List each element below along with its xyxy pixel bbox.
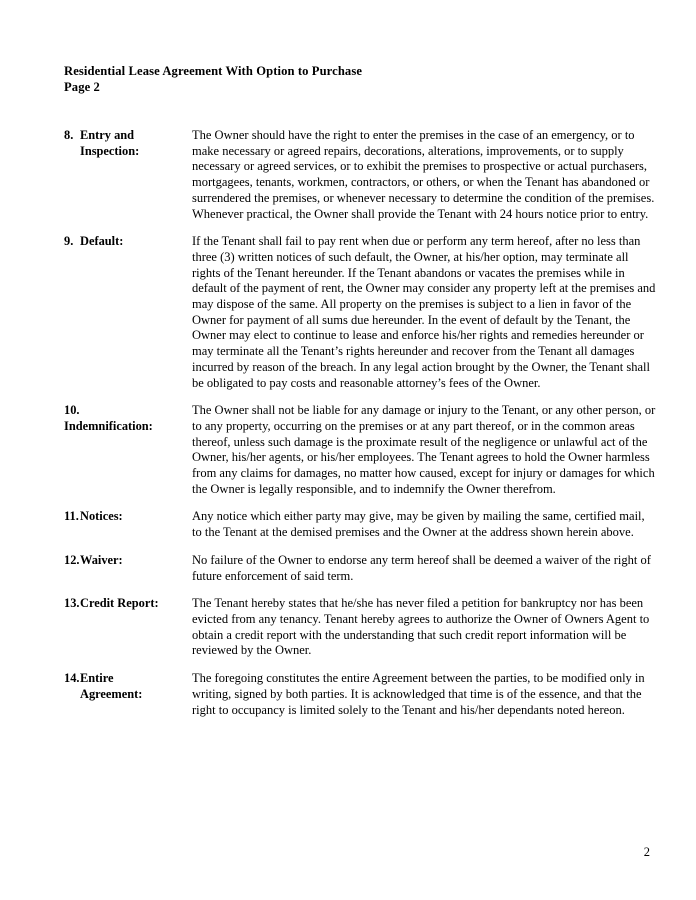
clause-label-line2: Agreement: bbox=[80, 686, 143, 701]
clause-number: 11. bbox=[64, 509, 79, 524]
clause-body bbox=[192, 509, 656, 540]
clause-label bbox=[64, 234, 192, 250]
clause-label-line1: Waiver: bbox=[80, 552, 123, 567]
clause-label-line1: Entry and bbox=[80, 128, 135, 142]
clause-label bbox=[64, 553, 192, 569]
clause-label-line1: Entire bbox=[80, 671, 114, 686]
document-page-label: Page 2 bbox=[64, 79, 100, 94]
clause-paragraph: The Owner shall not be liable for any damage or injury to the Tenant, or any other person, or to any property, occurring on the premises or at any part thereof, or in the common areas thereof, unless such damage is the proximate result of the negligence or unlawful act of the Owner, his/her agents, or his/her employees. The Tenant agrees to hold the Owner harmless from any claims for damages, no matter how caused, except for injury or damages for which the Owner is legally responsible, and to indemnify the Owner therefrom. bbox=[192, 403, 656, 496]
clause-paragraph: No failure of the Owner to endorse any term hereof shall be deemed a waiver of the right of future enforcement of said term. bbox=[192, 552, 651, 583]
clause-section bbox=[64, 553, 656, 584]
clause-label-line1: Default: bbox=[80, 234, 124, 249]
clause-label bbox=[64, 596, 192, 612]
clause-label bbox=[64, 128, 192, 159]
clause-body bbox=[192, 234, 656, 391]
clause-label-line2: Inspection: bbox=[80, 143, 140, 158]
clause-label bbox=[64, 403, 192, 434]
clause-section bbox=[64, 596, 656, 659]
clause-number: 13. bbox=[64, 596, 80, 611]
clause-body bbox=[192, 403, 656, 497]
clause-paragraph: The foregoing constitutes the entire Agreement between the parties, to be modified only in writing, signed by both parties. It is acknowledged that time is of the essence, and that the right to occupancy is limited solely to the Tenant and his/her dependants noted hereon. bbox=[192, 671, 645, 717]
clause-number: 12. bbox=[64, 552, 80, 567]
clause-label bbox=[64, 671, 192, 702]
clause-section bbox=[64, 509, 656, 540]
document-header bbox=[64, 64, 362, 95]
clause-body bbox=[192, 553, 656, 584]
clause-label-line1: Notices: bbox=[80, 509, 123, 524]
clause-paragraph: The Tenant hereby states that he/she has never filed a petition for bankruptcy nor has been evicted from any tenancy. Tenant hereby agrees to authorize the Owner of Owners Agent to obtain a credit report with the understanding that such credit report information will be reviewed by the Owner. bbox=[192, 596, 650, 658]
clause-number: 8. bbox=[64, 128, 74, 142]
clause-section bbox=[64, 403, 656, 497]
clause-number: 10. bbox=[64, 403, 80, 418]
clause-body bbox=[192, 128, 656, 222]
clause-body bbox=[192, 596, 656, 659]
clause-section bbox=[64, 234, 656, 391]
clause-number: 14. bbox=[64, 671, 80, 686]
clause-section bbox=[64, 128, 656, 222]
document-title: Residential Lease Agreement With Option to Purchase bbox=[64, 64, 363, 78]
clause-paragraph: The Owner should have the right to enter the premises in the case of an emergency, or to make necessary or agreed repairs, decorations, alterations, improvements, or to supply necessary or agreed services, or to exhibit the premises to prospective or actual purchasers, mortgagees, tenants, workmen, contractors, or others, or when the Tenant has abandoned or surrendered the premises, or whenever necessary to determine the condition of the premises. Whenever practical, the Owner shall provide the Tenant with 24 hours notice prior to entry. bbox=[192, 128, 655, 221]
footer-page-number: 2 bbox=[643, 845, 650, 859]
clause-paragraph: If the Tenant shall fail to pay rent when due or perform any term hereof, after no less than three (3) written notices of such default, the Owner, at his/her option, may terminate all rights of the Tenant hereunder. If the Tenant abandons or vacates the premises while in default of the payment of rent, the Owner may consider any property left at the premises and may dispose of the same. All property on the premises is subject to a lien in favor of the Owner for payment of all sums due hereunder. In the event of default by the Tenant, the Owner may elect to continue to lease and enforce his/her rights and remedies hereunder or may terminate all the Tenant’s rights hereunder and recover from the Tenant all damages incurred by reason of the breach. In any legal action brought by the Owner, the Tenant shall be obligated to pay costs and reasonable attorney’s fees of the Owner. bbox=[192, 234, 656, 390]
clause-label bbox=[64, 509, 192, 525]
clause-paragraph: Any notice which either party may give, may be given by mailing the same, certified mail, to the Tenant at the demised premises and the Owner at the address shown herein above. bbox=[192, 509, 645, 540]
clause-label-line1: Credit Report: bbox=[80, 596, 159, 611]
clause-list bbox=[64, 128, 656, 730]
clause-body bbox=[192, 671, 656, 718]
clause-number: 9. bbox=[64, 234, 74, 249]
clause-label-line1: Indemnification: bbox=[64, 418, 153, 433]
clause-section bbox=[64, 671, 656, 718]
